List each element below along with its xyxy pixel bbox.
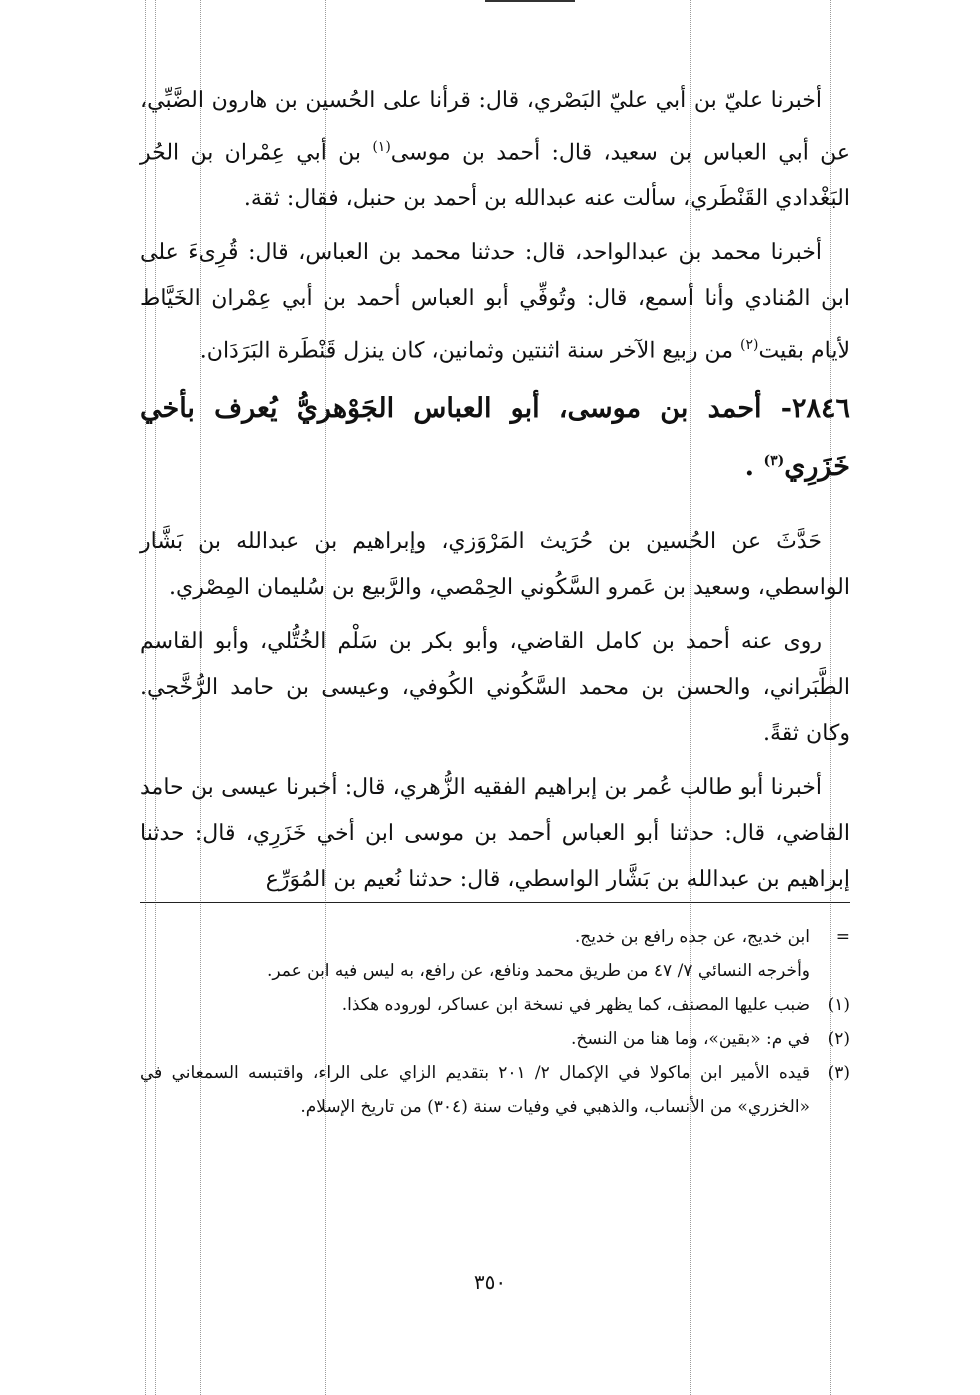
- page-number: ٣٥٠: [473, 1270, 507, 1294]
- footnote-item: [140, 1022, 850, 1056]
- footnote-item: [140, 988, 850, 1022]
- entry-heading: [140, 383, 850, 493]
- footnote-item: [140, 954, 850, 988]
- footnote-mark: =: [835, 927, 850, 947]
- paragraph: [140, 78, 850, 222]
- footnote-ref[interactable]: (٢): [740, 337, 759, 354]
- paragraph: [140, 230, 850, 374]
- paragraph-text: بن أبي عِمْران بن الحُر البَغْدادي القَنْطَري، سألت عنه عبدالله بن أحمد بن حنبل، فقال: ثقة.: [140, 140, 850, 212]
- main-text: [140, 78, 850, 911]
- footnote-text: ابن خديج، عن جده رافع بن خديج.: [574, 927, 810, 947]
- footnote-mark: (٢): [827, 1029, 850, 1049]
- footnotes: [140, 920, 850, 1124]
- paragraph-text: أخبرنا أبو طالب عُمر بن إبراهيم الفقيه الزُّهري، قال: أخبرنا عيسى بن حامد القاضي، قال: حدثنا أبو العباس أحمد بن موسى ابن أخي خَزَرِي، قال: حدثنا إبراهيم بن عبدالله بن بَشَّار الواسطي، قال: حدثنا نُعيم بن المُوَرِّع: [140, 774, 850, 892]
- paragraph: [140, 519, 850, 611]
- footnote-mark: (١): [827, 995, 850, 1015]
- footnote-mark: [810, 954, 850, 988]
- paragraph-text: أخبرنا عليّ بن أبي عليّ البَصْري، قال: قرأنا على الحُسين بن هارون الضَّبِّي، عن أبي العباس بن سعيد، قال: أحمد بن موسى: [140, 88, 851, 166]
- footnote-item: [140, 1056, 850, 1124]
- footnote-item: [140, 920, 850, 954]
- entry-title: ٢٨٤٦- أحمد بن موسى، أبو العباس الجَوْهريُّ يُعرف بأخي خَزَرِي: [140, 392, 850, 482]
- footnote-mark: (٣): [827, 1063, 850, 1083]
- paragraph-text: أخبرنا محمد بن عبدالواحد، قال: حدثنا محمد بن العباس، قال: قُرِىءَ على ابن المُنادي وأنا أسمع، قال: وتُوفِّي أبو العباس أحمد بن أبي عِمْران الخَيَّاط لأيام بقيت: [140, 240, 850, 364]
- footnote-text: وأخرجه النسائي ٧/ ٤٧ من طريق محمد ونافع، عن رافع، به ليس فيه ابن عمر.: [266, 961, 810, 981]
- entry-title-end: .: [744, 450, 764, 482]
- footnote-ref[interactable]: (١): [372, 139, 391, 155]
- paragraph-text: روى عنه أحمد بن كامل القاضي، وأبو بكر بن سَلْم الخُتُّلي، وأبو القاسم الطَّبَراني، والحسن بن محمد السَّكُوني الكُوفي، وعيسى بن حامد الرُّخَّجي. وكان ثقةً.: [140, 628, 850, 746]
- paragraph-text: من ربيع الآخر سنة اثنتين وثمانين، كان ينزل قَنْطَرة البَرَدَان.: [199, 338, 741, 364]
- footnote-separator: [140, 902, 850, 903]
- paragraph: [140, 619, 850, 757]
- top-cut-mark: [485, 0, 575, 10]
- footnote-ref[interactable]: (٣): [763, 452, 785, 469]
- footnote-text: ضبب عليها المصنف، كما يظهر في نسخة ابن عساكر، لوروده هكذا.: [341, 995, 810, 1015]
- paragraph: [140, 765, 850, 903]
- footnote-text: قيده الأمير ابن ماكولا في الإكمال ٢/ ٢٠١ بتقديم الزاي على الراء، واقتبسه السمعاني في «الخزري» من الأنساب، والذهبي في وفيات سنة (٣٠٤) من تاريخ الإسلام.: [140, 1063, 810, 1117]
- footnote-text: في م: «بقين»، وما هنا من النسخ.: [570, 1029, 810, 1049]
- paragraph-text: حَدَّثَ عن الحُسين بن حُرَيث المَرْوَزي، وإبراهيم بن عبدالله بن بَشَّار الواسطي، وسعيد بن عَمرو السَّكُوني الحِمْصي، والرَّبيع بن سُليمان المِصْري.: [140, 528, 850, 600]
